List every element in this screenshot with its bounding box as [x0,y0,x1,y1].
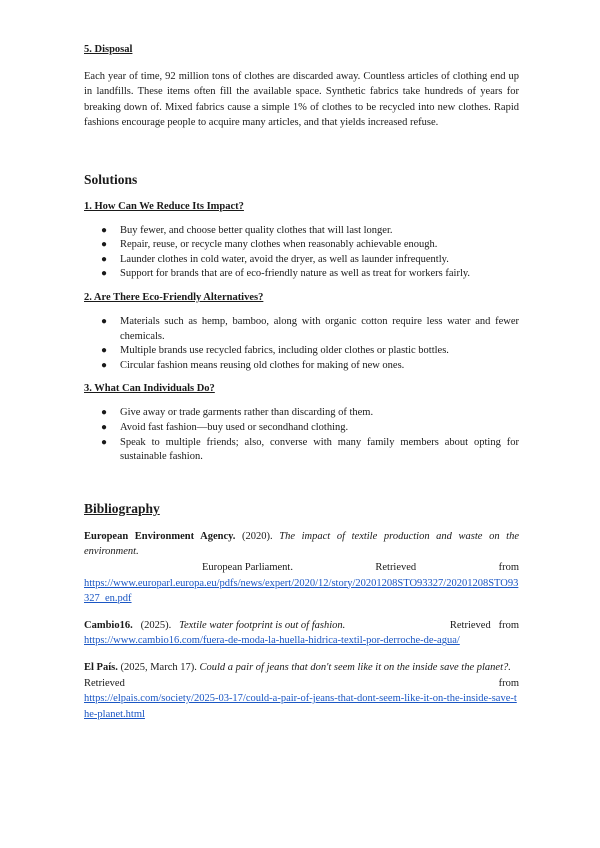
list-item: ● Support for brands that are of eco-friendly nature as well as treat for workers fairly. [84,267,519,282]
solutions-section-2-heading: 2. Are There Eco-Friendly Alternatives? [84,292,264,303]
list-item: ● Avoid fast fashion—buy used or secondhand clothing. [84,421,519,436]
bullet-icon: ● [101,407,108,419]
bibliography-entry-1: European Environment Agency. (2020). The impact of textile production and waste on the environment. European Parliament. Retrieved from https://www.europarl.europa.eu/pdfs/news/expert/2020/12/story/20201208STO93327/20201208STO93327_en.pdf [84,530,520,605]
bullet-icon: ● [101,436,108,448]
bullet-icon: ● [101,268,108,280]
bullet-icon: ● [101,253,108,265]
bibliography-link[interactable]: https://www.europarl.europa.eu/pdfs/news/expert/2020/12/story/20201208STO93327/20201208STO93327_en.pdf [84,577,519,605]
list-item: ● Speak to multiple friends; also, converse with many family members about opting for sustainable fashion. [101,436,519,463]
list-item: ● Repair, reuse, or recycle many clothes when reasonably achievable enough. [84,238,519,253]
bullet-icon: ● [101,345,108,357]
bullet-icon: ● [101,316,108,327]
list-item: ● Materials such as hemp, bamboo, along with organic cotton require less water and fewer chemicals. [101,316,519,342]
bullet-icon: ● [101,359,108,371]
list-item: ● Multiple brands use recycled fabrics, including older clothes or plastic bottles. [84,344,519,359]
page-content [84,43,519,722]
bib-retrieved: Retrieved [375,561,417,573]
bib-publisher: European Parliament. [202,561,293,573]
bullet-icon: ● [101,224,108,236]
bibliography-link[interactable]: https://www.cambio16.com/fuera-de-moda-la-huella-hidrica-textil-por-derroche-de-agua/ [84,635,460,647]
bibliography-entry-2: Cambio16. (2025). Textile water footprint is out of fashion. Retrieved from https://www.cambio16.com/fuera-de-moda-la-huella-hidrica-textil-por-derroche-de-agua/ [84,619,519,647]
bullet-icon: ● [101,239,108,251]
solutions-section-3-list [84,406,519,464]
list-item: ● Circular fashion means reusing old clothes for making of new ones. [84,359,519,374]
bib-from: from [498,561,519,573]
disposal-heading: 5. Disposal [84,44,133,55]
list-item: ● Buy fewer, and choose better quality clothes that will last longer. [84,224,519,239]
solutions-section-1-list [84,224,519,282]
bibliography-entry-3: El País. (2025, March 17). Could a pair of jeans that don't seem like it on the inside save the planet?. Retrieved from https://elpais.com/society/2025-03-17/could-a-pair-of-jeans-that-dont-seem-like-it-on-the-inside-save-the-planet.html [84,661,519,720]
bibliography-heading: Bibliography [84,500,160,516]
disposal-paragraph: Each year of time, 92 million tons of clothes are discarded away. Countless articles of clothing end up in landfills. These items often fill the available space. Synthetic fabrics take hundreds of years for breaking down of. Mixed fabrics cause a simple 1% of clothes to be recycled into new clothes. Rapid fashions encourage people to acquire many articles, and that yields increased refuse. [84,71,519,129]
solutions-section-3-heading: 3. What Can Individuals Do? [84,383,215,395]
solutions-section-2-list [84,315,519,373]
list-item: ● Launder clothes in cold water, avoid the dryer, as well as launder infrequently. [84,253,519,268]
solutions-heading: Solutions [84,171,138,187]
bullet-icon: ● [101,421,108,433]
list-item: ● Give away or trade garments rather than discarding of them. [84,406,519,421]
bibliography-link[interactable]: https://elpais.com/society/2025-03-17/could-a-pair-of-jeans-that-dont-seem-like-it-on-the-inside-save-the-planet.html [84,693,517,720]
solutions-section-1-heading: 1. How Can We Reduce Its Impact? [84,200,244,212]
